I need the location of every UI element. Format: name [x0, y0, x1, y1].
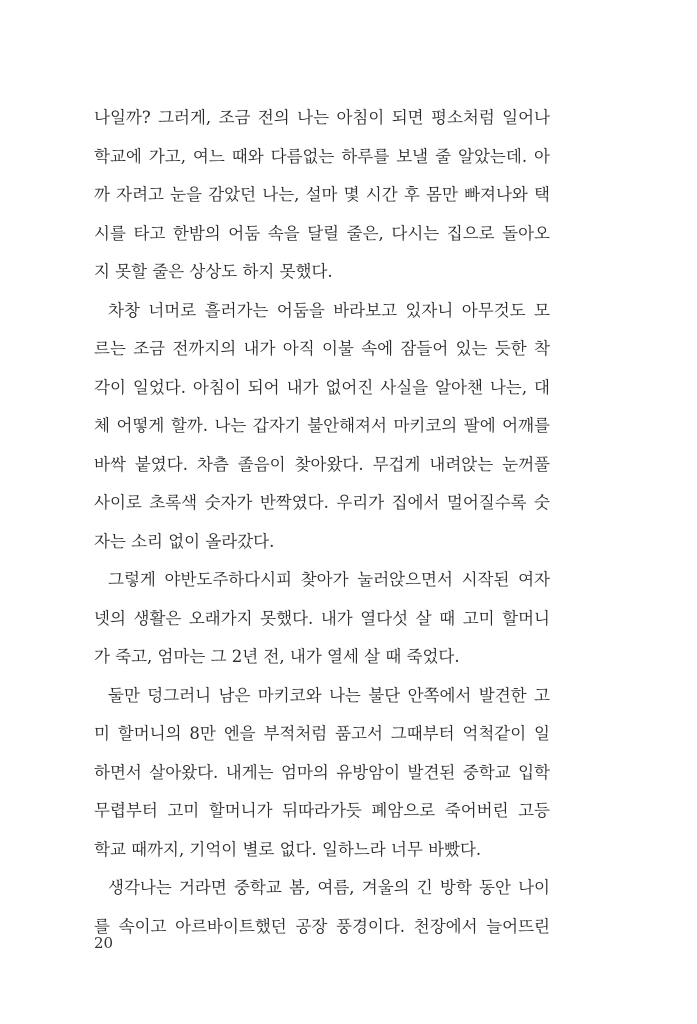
- body-text: [94, 104, 550, 951]
- text-line: 지 못할 줄은 상상도 하지 못했다.: [94, 262, 333, 281]
- text-line: 학교에 가고, 여느 때와 다름없는 하루를 보낼 줄 알았는데. 아: [94, 146, 550, 166]
- text-line: 무렵부터 고미 할머니가 뒤따라가듯 폐암으로 죽어버린 고등: [94, 801, 550, 820]
- text-line: 가 죽고, 엄마는 그 2년 전, 내가 열세 살 때 죽었다.: [94, 647, 460, 666]
- text-line: 학교 때까지, 기억이 별로 없다. 일하느라 너무 바빴다.: [94, 839, 482, 859]
- text-line: 생각나는 거라면 중학교 봄, 여름, 겨울의 긴 방학 동안 나이: [108, 878, 550, 897]
- text-line: 까 자려고 눈을 감았던 나는, 설마 몇 시간 후 몸만 빠져나와 택: [94, 185, 550, 204]
- text-line: 각이 일었다. 아침이 되어 내가 없어진 사실을 알아챈 나는, 대: [94, 377, 550, 397]
- text-line: 르는 조금 전까지의 내가 아직 이불 속에 잠들어 있는 듯한 착: [94, 339, 550, 358]
- text-line: 하면서 살아왔다. 내게는 엄마의 유방암이 발견된 중학교 입학: [94, 762, 550, 782]
- text-line: 자는 소리 없이 올라갔다.: [94, 531, 275, 551]
- text-line: 넷의 생활은 오래가지 못했다. 내가 열다섯 살 때 고미 할머니: [94, 608, 550, 628]
- text-line: 를 속이고 아르바이트했던 공장 풍경이다. 천장에서 늘어뜨린: [94, 916, 550, 936]
- text-line: 나일까? 그러게, 조금 전의 나는 아침이 되면 평소처럼 일어나: [94, 108, 550, 127]
- text-line: 미 할머니의 8만 엔을 부적처럼 품고서 그때부터 억척같이 일: [94, 724, 550, 743]
- page-number: 20: [94, 934, 114, 952]
- text-line: 시를 타고 한밤의 어둠 속을 달릴 줄은, 다시는 집으로 돌아오: [94, 223, 550, 243]
- text-line: 체 어떻게 할까. 나는 갑자기 불안해져서 마키코의 팔에 어깨를: [94, 416, 550, 435]
- text-line: 바싹 붙였다. 차츰 졸음이 찾아왔다. 무겁게 내려앉는 눈꺼풀: [94, 454, 550, 474]
- text-line: 그렇게 야반도주하다시피 찾아가 눌러앉으면서 시작된 여자: [108, 570, 550, 589]
- text-line: 사이로 초록색 숫자가 반짝였다. 우리가 집에서 멀어질수록 숫: [94, 493, 550, 512]
- text-line: 차창 너머로 흘러가는 어둠을 바라보고 있자니 아무것도 모: [108, 300, 550, 320]
- text-line: 둘만 덩그러니 남은 마키코와 나는 불단 안쪽에서 발견한 고: [108, 685, 550, 705]
